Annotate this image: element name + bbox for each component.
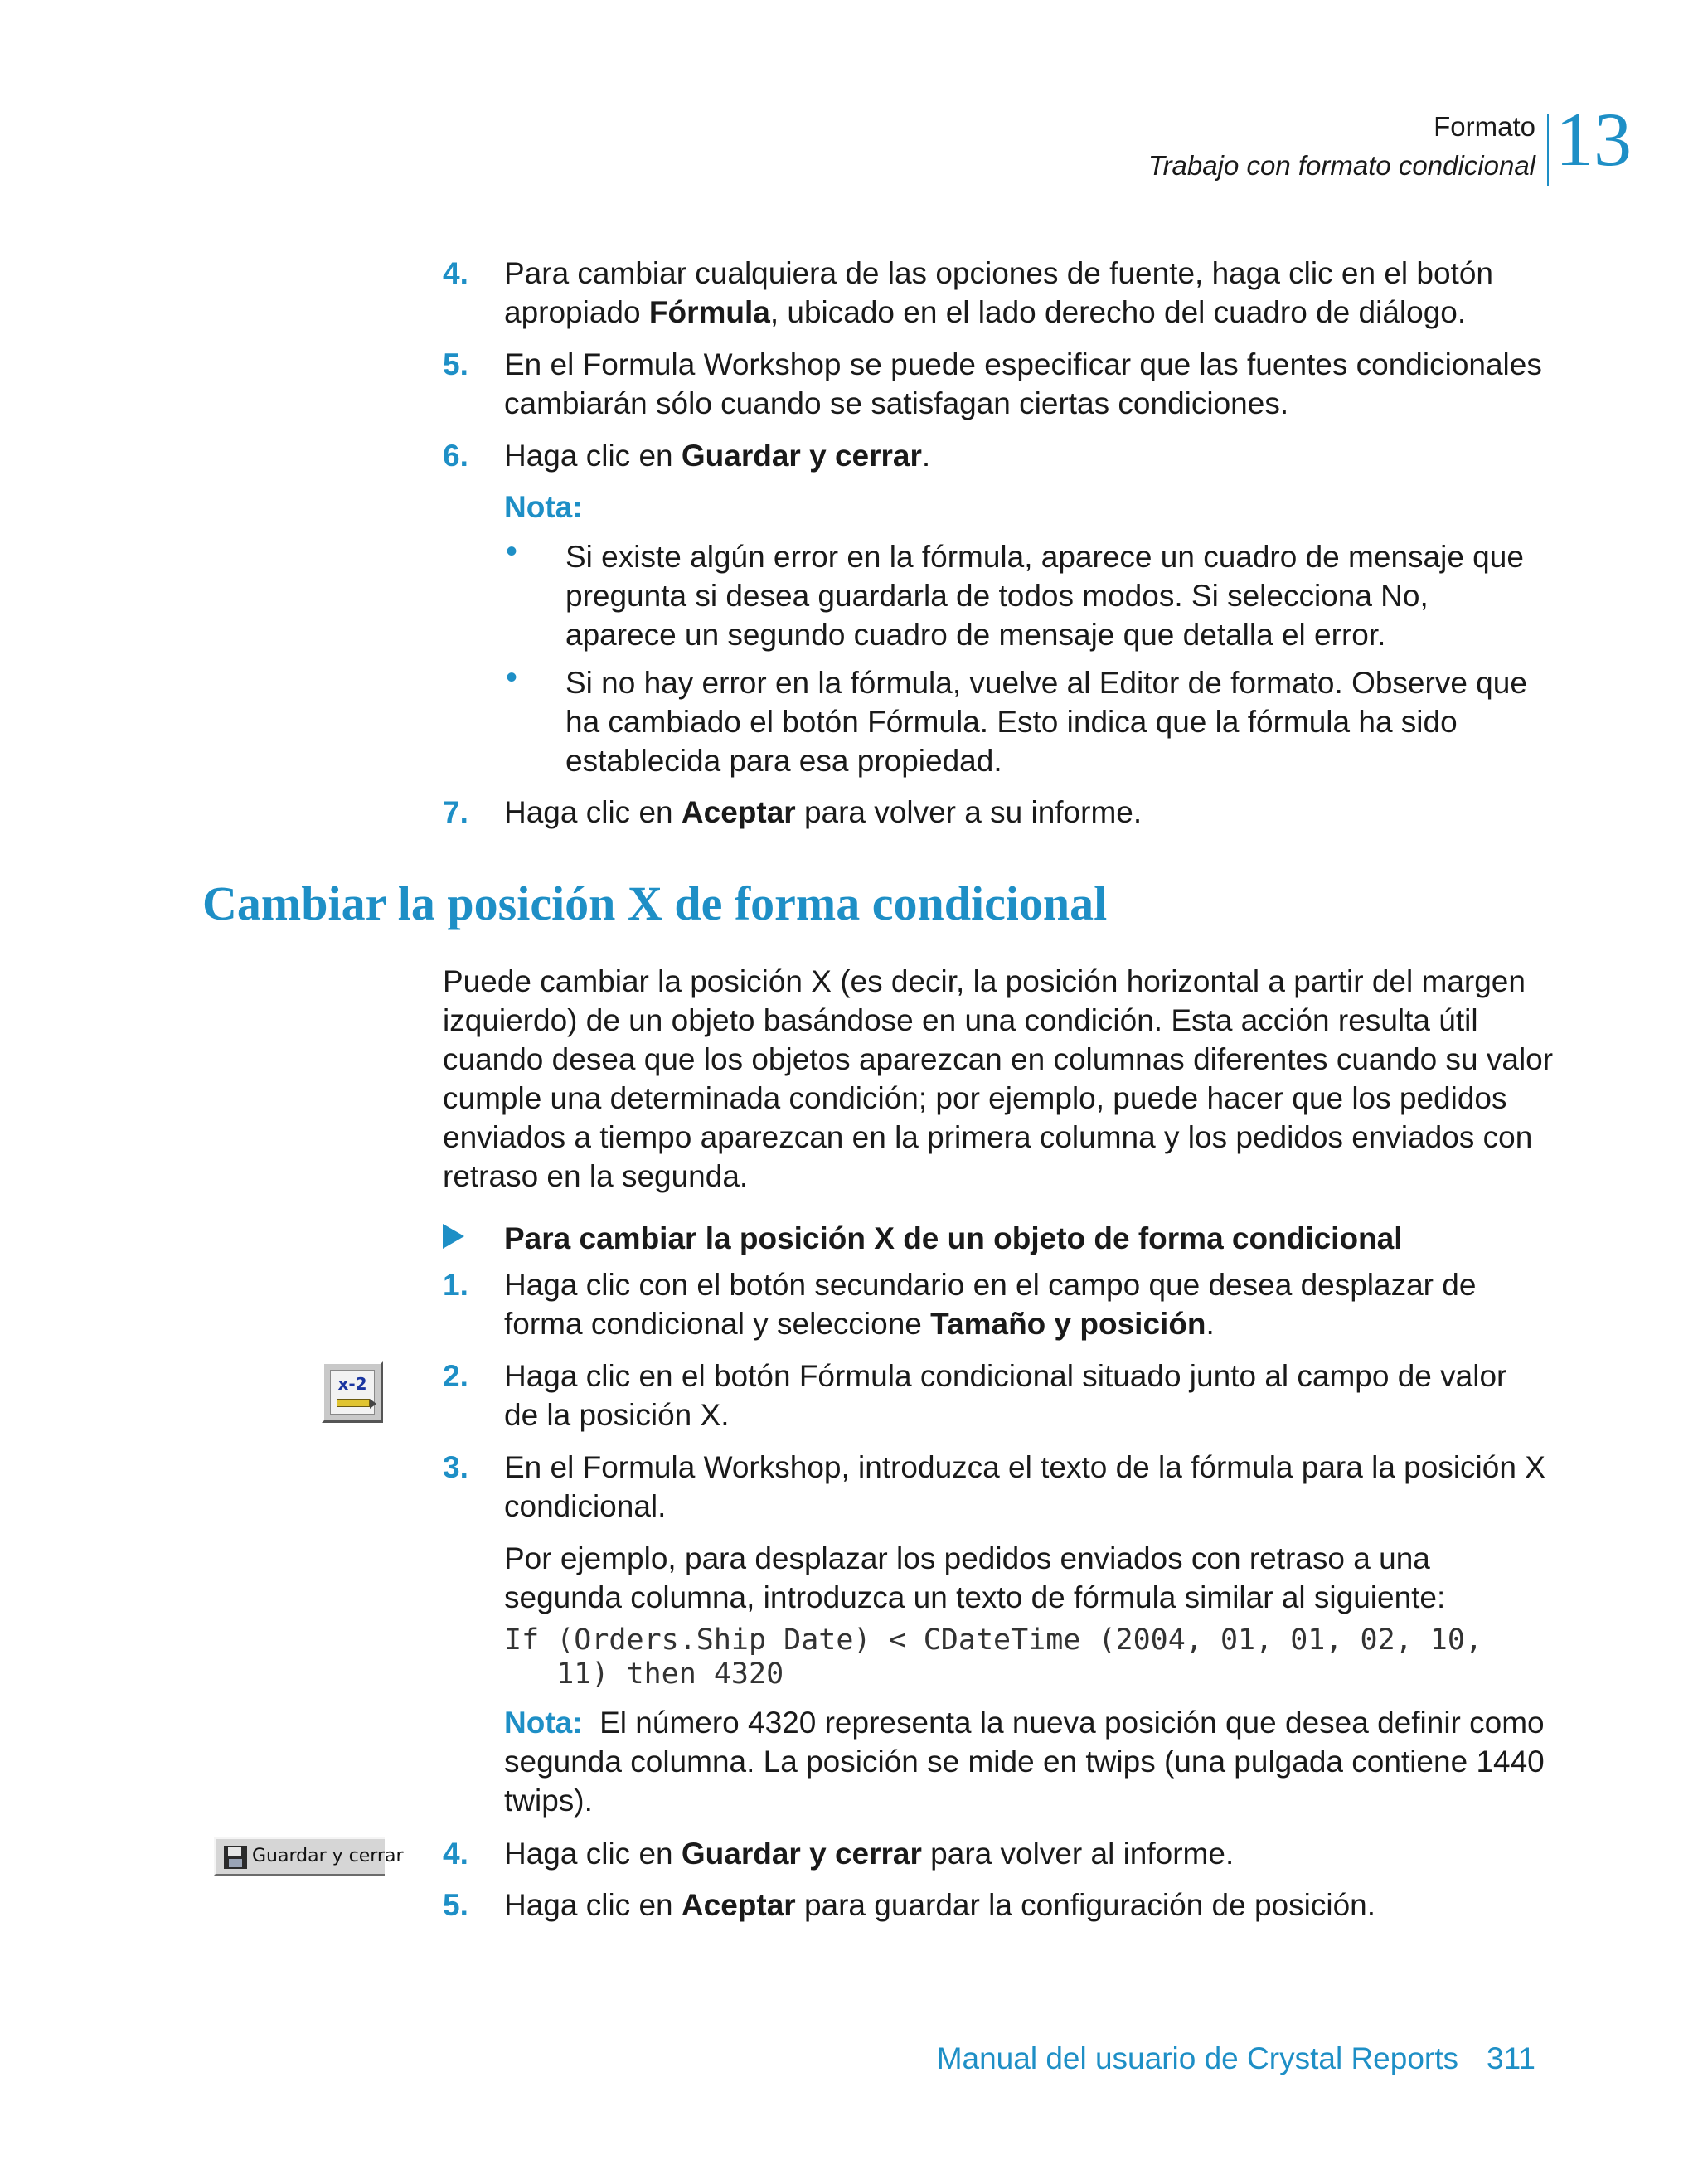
step-number: 5. <box>443 1888 468 1922</box>
bullet-icon: • <box>506 533 518 570</box>
step-text: Haga clic en Aceptar para volver a su informe. <box>504 795 1143 829</box>
note-label: Nota: <box>504 1706 583 1740</box>
save-and-close-button-image: Guardar y cerrar <box>214 1837 385 1876</box>
section-heading: Cambiar la posición X de forma condicional <box>202 876 1108 930</box>
step-text: Haga clic en el botón Fórmula condicional situado junto al campo de valor de la posición X. <box>504 1359 1507 1432</box>
step-number: 7. <box>443 795 468 829</box>
step-text: En el Formula Workshop, introduzca el texto de la fórmula para la posición X condicional. <box>504 1450 1545 1523</box>
formula-button-icon: x-2 <box>322 1361 383 1423</box>
step-text: En el Formula Workshop se puede especificar que las fuentes condicionales cambiarán sólo cuando se satisfagan ciertas condiciones. <box>504 347 1542 420</box>
step-number: 1. <box>443 1268 468 1302</box>
floppy-disk-icon <box>224 1846 247 1869</box>
page-footer <box>937 2041 1535 2076</box>
step-number: 6. <box>443 439 468 473</box>
play-arrow-icon <box>443 1224 464 1249</box>
example-text: Por ejemplo, para desplazar los pedidos enviados con retraso a una segunda columna, introduzca un texto de fórmula similar al siguiente: <box>504 1541 1446 1614</box>
code-line-2: 11) then 4320 <box>504 1657 784 1691</box>
page-number: 311 <box>1487 2041 1535 2075</box>
note-text: El número 4320 representa la nueva posición que desea definir como segunda columna. La posición se mide en twips (una pulgada contiene 1440 twips). <box>504 1706 1545 1818</box>
bullet-icon: • <box>506 659 518 696</box>
step-text: Para cambiar cualquiera de las opciones de fuente, haga clic en el botón apropiado Fórmula, ubicado en el lado derecho del cuadro de diálogo. <box>504 256 1493 329</box>
step-number: 4. <box>443 256 468 290</box>
note-label: Nota: <box>504 490 583 524</box>
intro-paragraph: Puede cambiar la posición X (es decir, la posición horizontal a partir del margen izquierdo) de un objeto basándose en una condición. Esta acción resulta útil cuando desea que los objetos aparezcan en columnas diferentes cuando su valor cumple una determinada condición; por ejemplo, puede hacer que los pedidos enviados a tiempo aparezcan en la primera columna y los pedidos enviados con retraso en la segunda. <box>443 964 1554 1193</box>
header-subsection: Trabajo con formato condicional <box>1147 150 1535 181</box>
note-b <box>504 1703 1545 1820</box>
step-number: 5. <box>443 347 468 381</box>
footer-title: Manual del usuario de Crystal Reports <box>936 2041 1458 2075</box>
step-text: Haga clic con el botón secundario en el campo que desea desplazar de forma condicional y seleccione Tamaño y posición. <box>504 1268 1477 1341</box>
step-text: Haga clic en Aceptar para guardar la configuración de posición. <box>504 1888 1376 1922</box>
step-text: Haga clic en Guardar y cerrar. <box>504 439 931 473</box>
header-section: Formato <box>1434 111 1535 142</box>
code-line-1: If (Orders.Ship Date) < CDateTime (2004, 01, 01, 02, 10, <box>504 1623 1483 1657</box>
chapter-number: 13 <box>1555 97 1632 182</box>
step-number: 2. <box>443 1359 468 1393</box>
header-divider <box>1547 114 1549 186</box>
pencil-icon <box>337 1399 370 1407</box>
step-number: 3. <box>443 1450 468 1484</box>
step-text: Haga clic en Guardar y cerrar para volver al informe. <box>504 1837 1235 1871</box>
step-number: 4. <box>443 1837 468 1871</box>
